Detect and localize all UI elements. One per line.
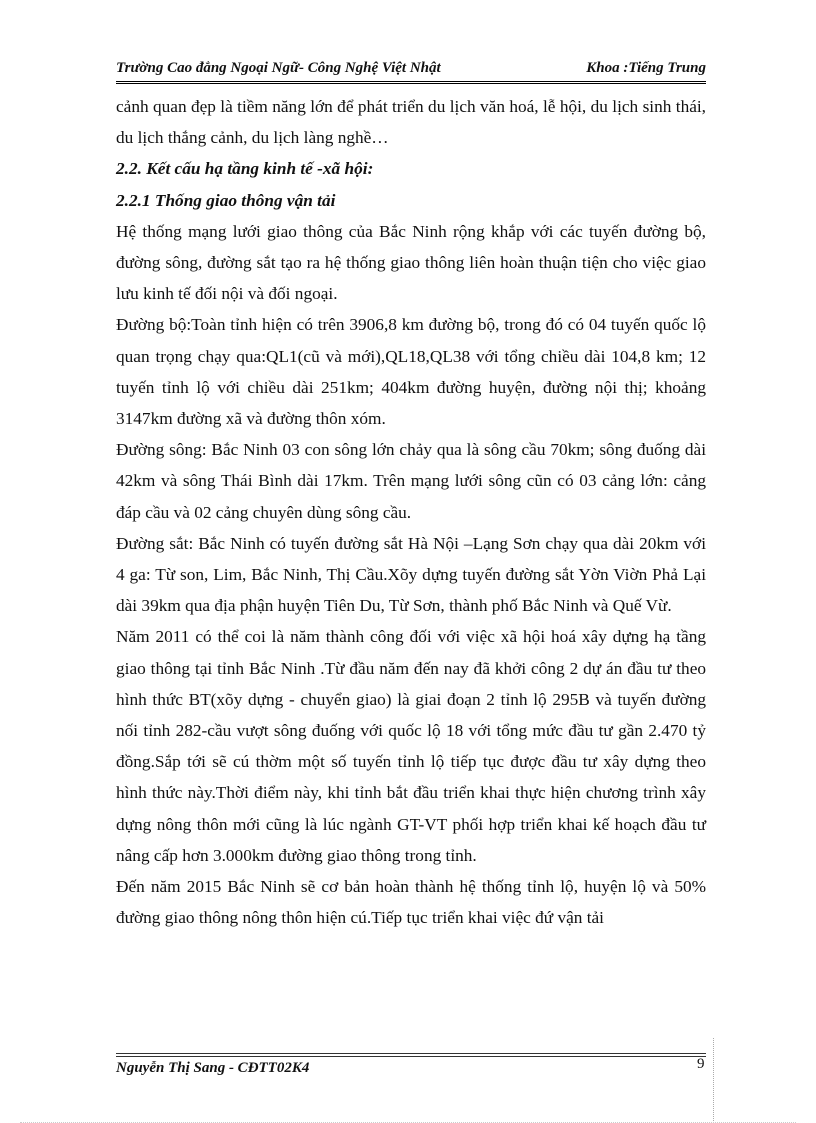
header-rule bbox=[116, 81, 706, 84]
header-school: Trường Cao đẳng Ngoại Ngữ- Công Nghệ Việt Nhật bbox=[116, 60, 441, 76]
paragraph-2015: Đến năm 2015 Bắc Ninh sẽ cơ bản hoàn thành hệ thống tỉnh lộ, huyện lộ và 50% đường giao thông nông thôn hiện cú.Tiếp tục triển khai việc đứ vận tải bbox=[116, 877, 706, 928]
page-body bbox=[116, 91, 706, 933]
page-number: 9 bbox=[697, 1056, 705, 1072]
paragraph-continuation: cảnh quan đẹp là tiềm năng lớn để phát triển du lịch văn hoá, lễ hội, du lịch sinh thái, du lịch thắng cảnh, du lịch làng nghề… bbox=[116, 97, 706, 148]
paragraph-waterways: Đường sông: Bắc Ninh 03 con sông lớn chảy qua là sông cầu 70km; sông đuống dài 42km và sông Thái Bình dài 17km. Trên mạng lưới sông cũn có 03 cảng lớn: cảng đáp cầu và 02 cảng chuyên dùng sông cầu. bbox=[116, 440, 706, 522]
footer-rule-secondary bbox=[116, 1056, 706, 1057]
footer-rule bbox=[116, 1053, 706, 1054]
footer-author: Nguyễn Thị Sang - CĐTT02K4 bbox=[116, 1060, 310, 1076]
paragraph-roads: Đường bộ:Toàn tỉnh hiện có trên 3906,8 km đường bộ, trong đó có 04 tuyến quốc lộ quan trọng chạy qua:QL1(cũ và mới),QL18,QL38 với tổng chiều dài 104,8 km; 12 tuyến tỉnh lộ với chiều dài 251km; 404km đường huyện, đường nội thị; khoảng 3147km đường xã và đường thôn xóm. bbox=[116, 315, 706, 429]
section-heading: 2.2. Kết cấu hạ tầng kinh tế -xã hội: bbox=[116, 159, 374, 179]
subsection-heading: 2.2.1 Thống giao thông vận tải bbox=[116, 190, 336, 210]
paragraph-2011: Năm 2011 có thể coi là năm thành công đối với việc xã hội hoá xây dựng hạ tầng giao thông tại tỉnh Bắc Ninh .Từ đầu năm đến nay đã khởi công 2 dự án đầu tư theo hình thức BT(xõy dựng - chuyển giao) là giai đoạn 2 tỉnh lộ 295B và tuyến đường nối tỉnh 282-cầu vượt sông đuống với quốc lộ 18 với tổng mức đầu tư gần 2.470 tỷ đồng.Sắp tới sẽ cú thờm một số tuyến tỉnh lộ tiếp tục được đầu tư xây dựng theo hình thức này.Thời điểm này, khi tỉnh bắt đầu triển khai thực hiện chương trình xây dựng nông thôn mới cũng là lúc ngành GT-VT phối hợp triển khai kế hoạch đầu tư nâng cấp hơn 3.000km đường giao thông trong tỉnh. bbox=[116, 627, 706, 865]
page-header bbox=[116, 60, 706, 80]
page-margin-guide-right bbox=[713, 1038, 714, 1123]
paragraph-transport-overview: Hệ thống mạng lưới giao thông của Bắc Ninh rộng khắp với các tuyến đường bộ, đường sông, đường sắt tạo ra hệ thống giao thông liên hoàn thuận tiện cho việc giao lưu kinh tế đối nội và đối ngoại. bbox=[116, 221, 706, 304]
header-department: Khoa :Tiếng Trung bbox=[586, 60, 706, 76]
paragraph-railways: Đường sắt: Bắc Ninh có tuyến đường sắt Hà Nội –Lạng Sơn chạy qua dài 20km với 4 ga: Từ son, Lim, Bắc Ninh, Thị Cầu.Xõy dựng tuyến đường sắt Yờn Viờn Phả Lại dài 39km qua địa phận huyện Tiên Du, Từ Sơn, thành phố Bắc Ninh và Quế Vừ. bbox=[116, 533, 706, 616]
